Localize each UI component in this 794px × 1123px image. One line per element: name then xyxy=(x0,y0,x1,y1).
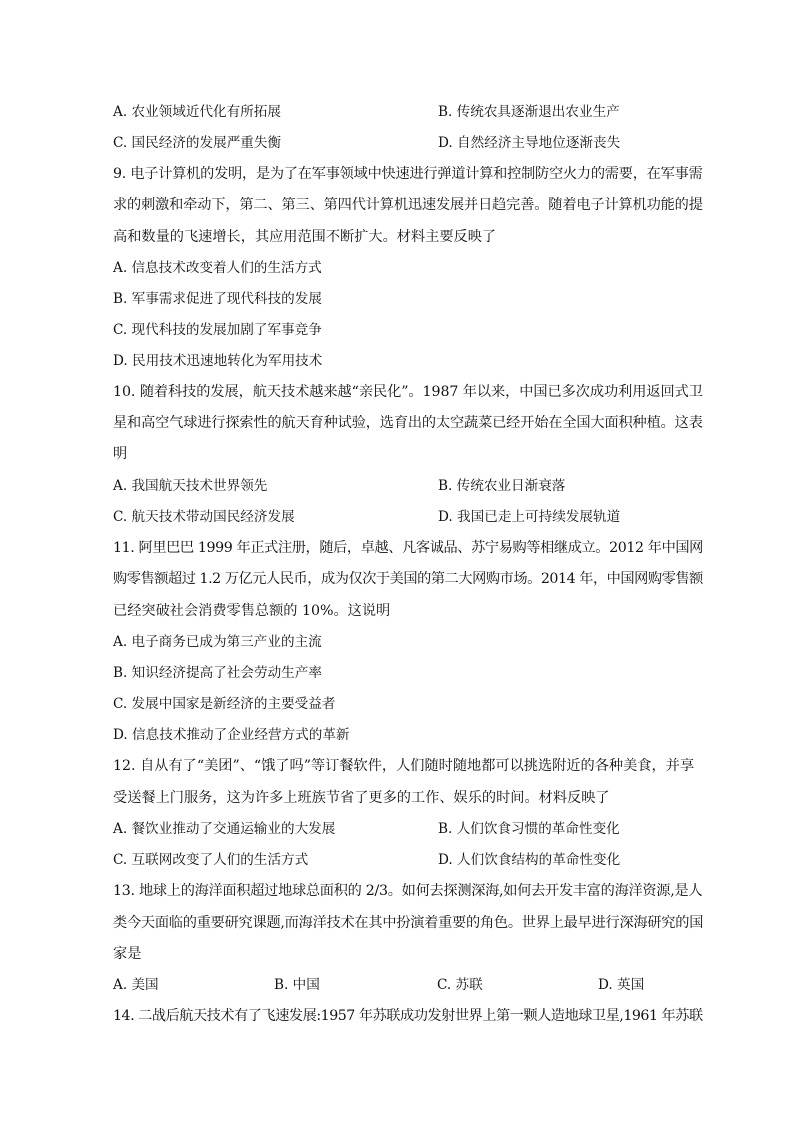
q9-option-d: D. 民用技术迅速地转化为军用技术 xyxy=(113,353,323,369)
q9-option-a: A. 信息技术改变着人们的生活方式 xyxy=(113,260,322,276)
q10-stem-line-3: 明 xyxy=(113,446,128,462)
q10-option-c: C. 航天技术带动国民经济发展 xyxy=(113,509,295,525)
q9-stem-line-2: 求的刺激和牵动下，第二、第三、第四代计算机迅速发展并日趋完善。随着电子计算机功能的提 xyxy=(113,197,703,213)
q13-option-b: B. 中国 xyxy=(274,977,320,993)
q10-option-d: D. 我国已走上可持续发展轨道 xyxy=(438,509,621,525)
q8-option-b: B. 传统农具逐渐退出农业生产 xyxy=(438,104,620,120)
q12-stem-line-1: 12. 自从有了“美团”、“饿了吗”等订餐软件，人们随时随地都可以挑选附近的各种美食，并享 xyxy=(113,758,695,774)
q8-option-c: C. 国民经济的发展严重失衡 xyxy=(113,135,282,151)
q9-stem-line-1: 9. 电子计算机的发明，是为了在军事领域中快速进行弹道计算和控制防空火力的需要，在军事需 xyxy=(113,166,703,182)
q11-option-a: A. 电子商务已成为第三产业的主流 xyxy=(113,634,322,650)
q12-option-b: B. 人们饮食习惯的革命性变化 xyxy=(438,821,620,837)
q12-option-d: D. 人们饮食结构的革命性变化 xyxy=(438,852,621,868)
q10-stem-line-2: 星和高空气球进行探索性的航天育种试验，选育出的太空蔬菜已经开始在全国大面积种植。这表 xyxy=(113,415,703,431)
q11-option-c: C. 发展中国家是新经济的主要受益者 xyxy=(113,696,336,712)
q13-option-d: D. 英国 xyxy=(598,977,645,993)
q12-option-a: A. 餐饮业推动了交通运输业的大发展 xyxy=(113,821,336,837)
q13-stem-line-3: 家是 xyxy=(113,946,142,962)
q8-option-a: A. 农业领域近代化有所拓展 xyxy=(113,104,281,120)
q13-option-c: C. 苏联 xyxy=(437,977,483,993)
q9-option-c: C. 现代科技的发展加剧了军事竞争 xyxy=(113,322,322,338)
q11-option-b: B. 知识经济提高了社会劳动生产率 xyxy=(113,665,322,681)
q9-option-b: B. 军事需求促进了现代科技的发展 xyxy=(113,291,322,307)
q13-stem-line-2: 类今天面临的重要研究课题,而海洋技术在其中扮演着重要的角色。世界上最早进行深海研究的国 xyxy=(113,915,704,931)
q14-stem-line-1: 14. 二战后航天技术有了飞速发展:1957 年苏联成功发射世界上第一颗人造地球卫星,1961 年苏联 xyxy=(113,1008,703,1024)
q9-stem-line-3: 高和数量的飞速增长，其应用范围不断扩大。材料主要反映了 xyxy=(113,229,497,245)
q13-stem-line-1: 13. 地球上的海洋面积超过地球总面积的 2/3。如何去探测深海,如何去开发丰富的海洋资源,是人 xyxy=(113,883,703,899)
q10-option-b: B. 传统农业日渐衰落 xyxy=(438,478,566,494)
q11-stem-line-3: 已经突破社会消费零售总额的 10%。这说明 xyxy=(113,603,391,619)
q11-stem-line-1: 11. 阿里巴巴 1999 年正式注册，随后，卓越、凡客诚品、苏宁易购等相继成立。2012 年中国网 xyxy=(113,540,703,556)
q12-stem-line-2: 受送餐上门服务，这为许多上班族节省了更多的工作、娱乐的时间。材料反映了 xyxy=(113,790,610,806)
q10-option-a: A. 我国航天技术世界领先 xyxy=(113,478,268,494)
q10-stem-line-1: 10. 随着科技的发展，航天技术越来越“亲民化”。1987 年以来，中国已多次成功利用返回式卫 xyxy=(113,384,703,400)
q13-option-a: A. 美国 xyxy=(113,977,159,993)
q8-option-d: D. 自然经济主导地位逐渐丧失 xyxy=(438,135,621,151)
q11-stem-line-2: 购零售额超过 1.2 万亿元人民币，成为仅次于美国的第二大网购市场。2014 年，中国网购零售额 xyxy=(113,571,703,587)
q11-option-d: D. 信息技术推动了企业经营方式的革新 xyxy=(113,727,350,743)
q12-option-c: C. 互联网改变了人们的生活方式 xyxy=(113,852,309,868)
